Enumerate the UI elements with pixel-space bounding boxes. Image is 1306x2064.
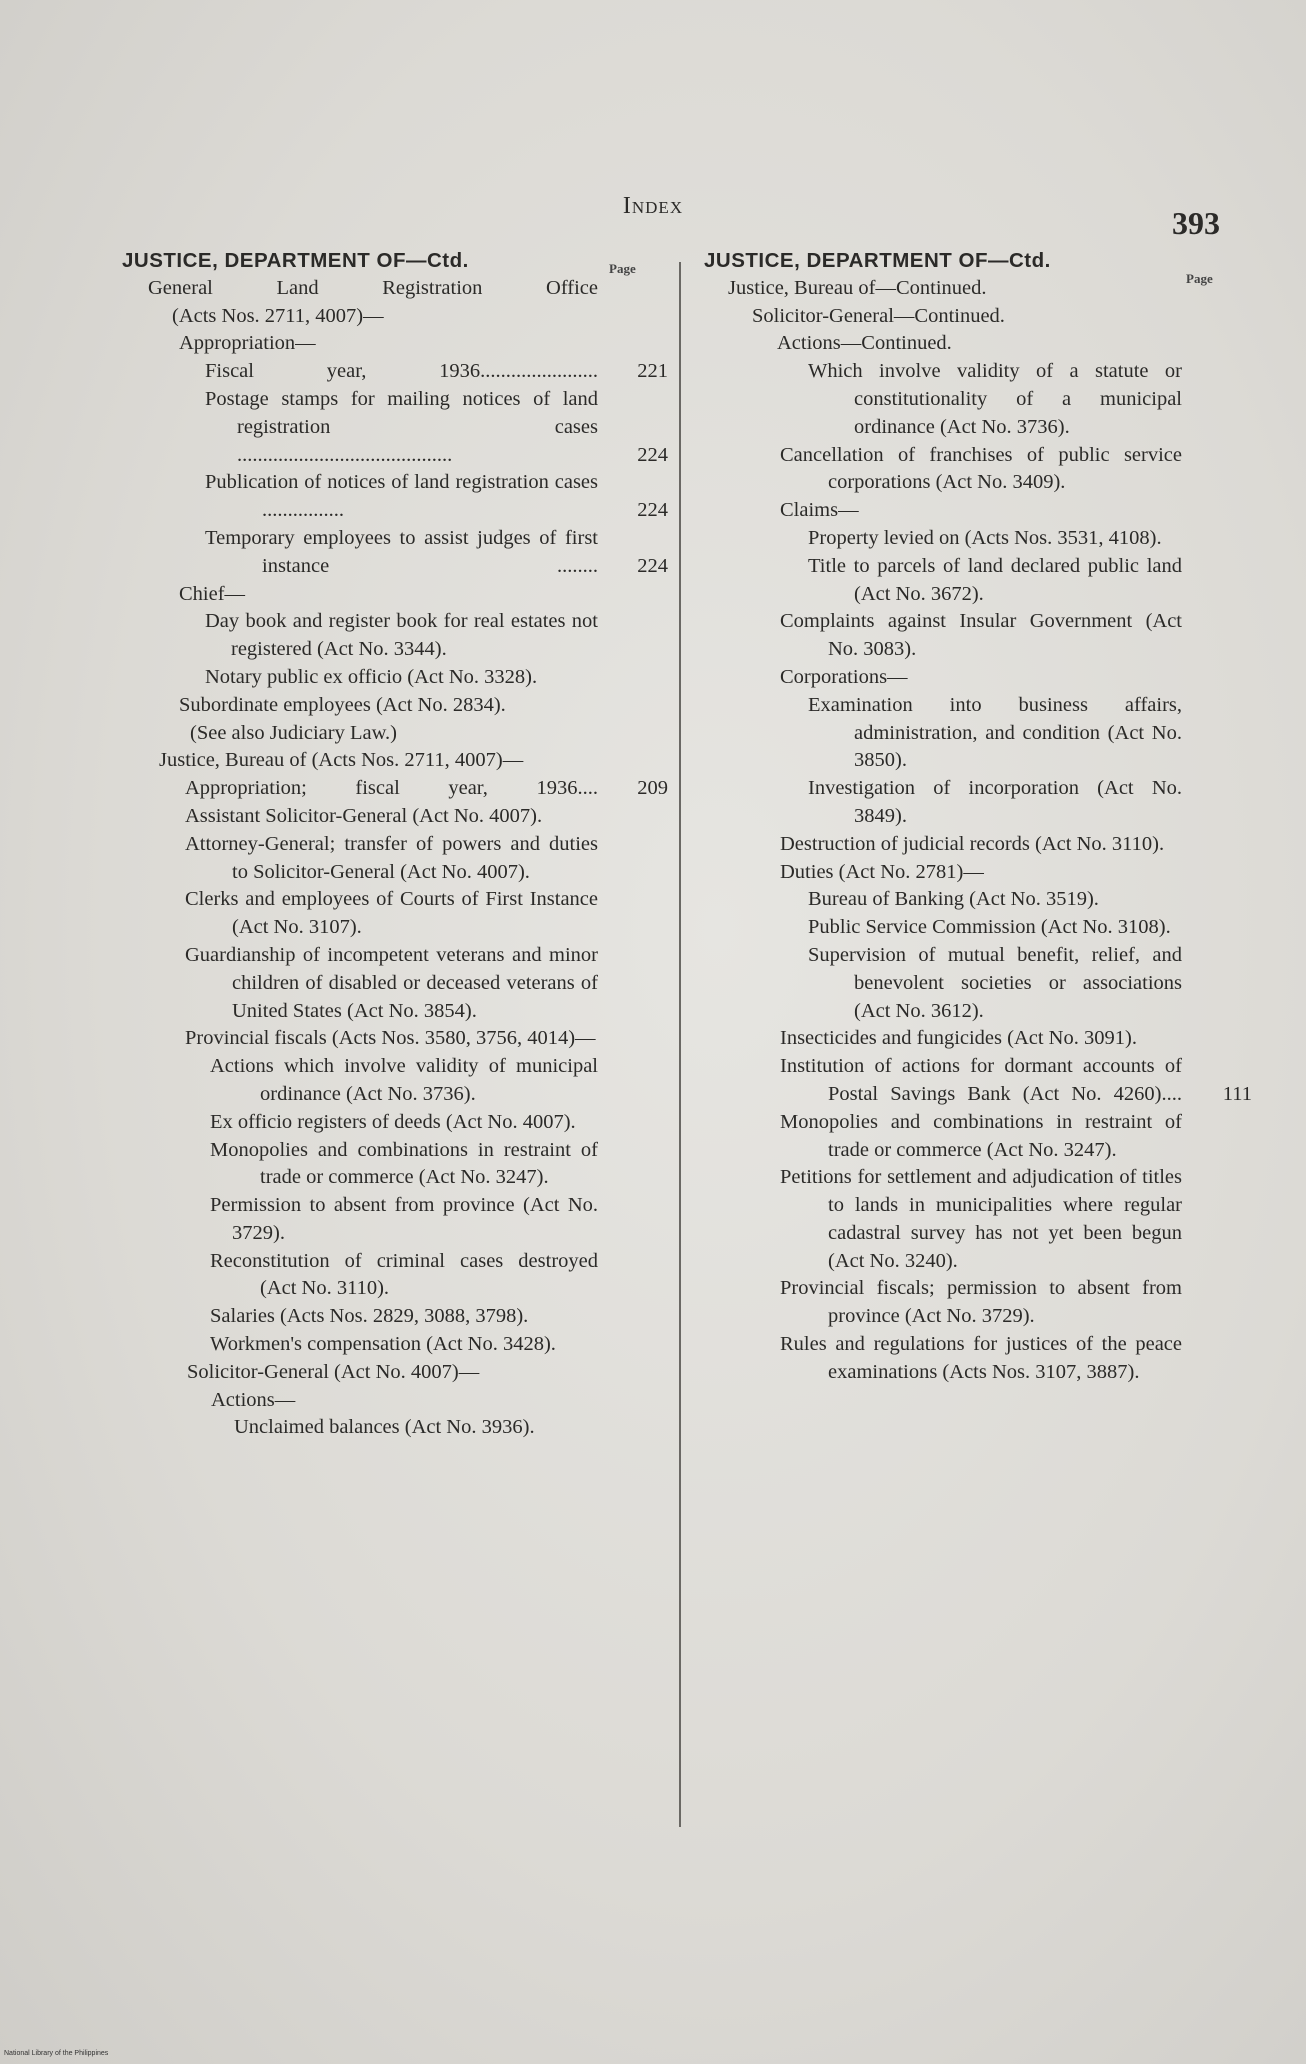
page-column-label-left: Page (609, 261, 636, 276)
index-entry: Publication of notices of land registration cases ................ 224 (205, 471, 668, 522)
index-entry: Salaries (Acts Nos. 2829, 3088, 3798). (210, 1305, 529, 1328)
index-entry: Supervision of mutual benefit, relief, and benevolent societies or associations (Act No. 3612). (808, 943, 1182, 1022)
index-entry: Guardianship of incompetent veterans and minor children of disabled or deceased veterans of United States (Act No. 3854). (185, 943, 598, 1022)
index-entry: Rules and regulations for justices of the peace examinations (Acts Nos. 3107, 3887). (780, 1333, 1182, 1383)
index-entry: Destruction of judicial records (Act No. 3110). (780, 832, 1165, 855)
index-entry: Duties (Act No. 2781)— (780, 860, 984, 883)
index-entry: Petitions for settlement and adjudication of titles to lands in municipalities where regular cadastral survey has not yet been begun (Act No. 3240). (780, 1166, 1182, 1272)
index-entry: Solicitor-General—Continued. (752, 304, 1005, 327)
index-entry: Ex officio registers of deeds (Act No. 4007). (210, 1110, 576, 1133)
index-entry: Examination into business affairs, administration, and condition (Act No. 3850). (808, 693, 1182, 772)
index-entry: Insecticides and fungicides (Act No. 3091). (780, 1027, 1137, 1050)
index-entry: Claims— (780, 499, 859, 522)
footer-credit: National Library of the Philippines (4, 2050, 109, 2057)
index-entry: General Land Registration Office (148, 276, 598, 299)
index-entry: Appropriation; fiscal year, 1936.... 209 (185, 777, 668, 800)
page-number: 393 (1172, 205, 1220, 241)
index-entry: Fiscal year, 1936....................... 221 (205, 360, 668, 383)
index-entry: Provincial fiscals (Acts Nos. 3580, 3756, 4014)— (185, 1027, 596, 1050)
index-column-right (704, 247, 1252, 1387)
index-entry: Subordinate employees (Act No. 2834). (179, 693, 506, 716)
index-column-left (122, 247, 668, 1442)
index-entry: Solicitor-General (Act No. 4007)— (187, 1360, 480, 1383)
page-column-label-right: Page (1186, 271, 1213, 286)
index-entry: (Acts Nos. 2711, 4007)— (172, 304, 384, 327)
index-entry: Permission to absent from province (Act No. 3729). (210, 1194, 598, 1244)
index-entry: Assistant Solicitor-General (Act No. 4007). (185, 804, 543, 827)
column-divider (679, 262, 681, 1827)
index-entry: Notary public ex officio (Act No. 3328). (205, 665, 538, 688)
index-entry: Actions—Continued. (777, 332, 952, 355)
index-entry: Monopolies and combinations in restraint of trade or commerce (Act No. 3247). (780, 1110, 1182, 1161)
index-entry: Chief— (179, 582, 246, 605)
index-entry: Provincial fiscals; permission to absent from province (Act No. 3729). (780, 1277, 1182, 1328)
index-entry: Public Service Commission (Act No. 3108). (808, 916, 1171, 939)
index-entry: JUSTICE, DEPARTMENT OF—Ctd. (122, 249, 469, 272)
index-entry: Corporations— (780, 665, 908, 688)
index-entry: Actions which involve validity of municipal ordinance (Act No. 3736). (210, 1055, 598, 1105)
index-entry: Actions— (211, 1388, 296, 1411)
index-entry: JUSTICE, DEPARTMENT OF—Ctd. (704, 249, 1051, 272)
index-entry: Appropriation— (179, 332, 316, 355)
index-entry: Unclaimed balances (Act No. 3936). (234, 1416, 535, 1439)
index-entry: Investigation of incorporation (Act No. 3849). (808, 777, 1182, 827)
index-entry: Which involve validity of a statute or constitutionality of a municipal ordinance (Act No. 3736). (808, 360, 1182, 438)
index-entry: Justice, Bureau of—Continued. (728, 276, 987, 299)
index-entry: Bureau of Banking (Act No. 3519). (808, 888, 1099, 911)
index-entry: Institution of actions for dormant accounts of Postal Savings Bank (Act No. 4260).... 111 (780, 1055, 1252, 1105)
index-entry: Reconstitution of criminal cases destroyed (Act No. 3110). (210, 1249, 598, 1300)
index-entry: Temporary employees to assist judges of first instance ........ 224 (205, 526, 668, 577)
index-entry: Title to parcels of land declared public land (Act No. 3672). (808, 554, 1182, 605)
index-entry: Day book and register book for real estates not registered (Act No. 3344). (205, 610, 598, 661)
index-entry: Justice, Bureau of (Acts Nos. 2711, 4007)— (159, 749, 524, 772)
index-entry: Property levied on (Acts Nos. 3531, 4108). (808, 526, 1162, 549)
index-entry: (See also Judiciary Law.) (190, 721, 398, 744)
index-entry: Monopolies and combinations in restraint of trade or commerce (Act No. 3247). (210, 1138, 598, 1189)
index-entry: Postage stamps for mailing notices of land registration cases .......................................... 224 (205, 387, 668, 466)
index-entry: Attorney-General; transfer of powers and duties to Solicitor-General (Act No. 4007). (185, 832, 598, 883)
running-head: Index (622, 193, 684, 219)
index-entry: Cancellation of franchises of public service corporations (Act No. 3409). (780, 443, 1182, 494)
index-entry: Clerks and employees of Courts of First Instance (Act No. 3107). (185, 888, 598, 939)
index-entry: Workmen's compensation (Act No. 3428). (210, 1333, 556, 1356)
index-entry: Complaints against Insular Government (Act No. 3083). (780, 610, 1182, 661)
